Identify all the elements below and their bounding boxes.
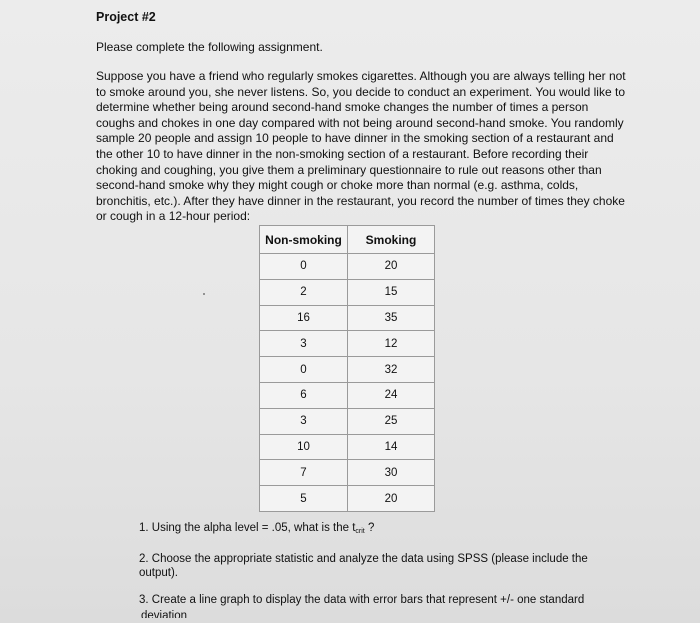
cell-smoking: 20 xyxy=(348,486,435,512)
cell-non-smoking: 3 xyxy=(260,408,348,434)
cell-smoking: 24 xyxy=(348,382,435,408)
intro-text: Please complete the following assignment. xyxy=(96,40,323,54)
question-2: 2. Choose the appropriate statistic and analyze the data using SPSS (please include the output). xyxy=(139,553,588,579)
cell-non-smoking: 10 xyxy=(260,434,348,460)
cell-smoking: 12 xyxy=(348,331,435,357)
cell-non-smoking: 5 xyxy=(260,486,348,512)
cell-smoking: 32 xyxy=(348,357,435,383)
question-1-suffix: ? xyxy=(364,522,375,534)
cell-non-smoking: 7 xyxy=(260,460,348,486)
question-1 xyxy=(139,521,609,539)
table-row xyxy=(260,486,435,512)
table-row xyxy=(260,434,435,460)
table-row xyxy=(260,357,435,383)
scenario-paragraph: Suppose you have a friend who regularly smokes cigarettes. Although you are always telling her not to smoke around you, she never listens. So, you decide to conduct an experiment. You would like to determine whether being around second-hand smoke changes the number of times a person coughs and chokes in one day compared with not being around second-hand smoke. You randomly sample 20 people and assign 10 people to have dinner in the smoking section of a restaurant and the other 10 to have dinner in the non-smoking section of a restaurant. Before recording their choking and coughing, you give them a preliminary questionnaire to rule out reasons other than second-hand smoke why they might cough or choke more than normal (e.g. asthma, colds, bronchitis, etc.). After they have dinner in the restaurant, you record the number of times they choke or cough in a 12-hour period: xyxy=(96,69,626,224)
cell-non-smoking: 0 xyxy=(260,357,348,383)
table-row xyxy=(260,331,435,357)
header-non-smoking: Non-smoking xyxy=(260,226,348,254)
cell-smoking: 35 xyxy=(348,305,435,331)
question-3-continuation: deviation xyxy=(141,610,188,618)
table-row xyxy=(260,305,435,331)
cell-non-smoking: 6 xyxy=(260,382,348,408)
question-1-subscript: crit xyxy=(355,528,365,535)
table-row xyxy=(260,382,435,408)
data-table xyxy=(259,225,435,512)
cell-smoking: 25 xyxy=(348,408,435,434)
cell-non-smoking: 2 xyxy=(260,279,348,305)
question-1-text: 1. Using the alpha level = .05, what is the t xyxy=(139,522,356,534)
cell-smoking: 30 xyxy=(348,460,435,486)
table-row xyxy=(260,254,435,280)
table-row xyxy=(260,408,435,434)
cell-smoking: 15 xyxy=(348,279,435,305)
cell-smoking: 20 xyxy=(348,254,435,280)
stray-mark xyxy=(203,293,205,295)
table-row xyxy=(260,460,435,486)
cell-non-smoking: 0 xyxy=(260,254,348,280)
table-row xyxy=(260,279,435,305)
cell-non-smoking: 16 xyxy=(260,305,348,331)
cell-non-smoking: 3 xyxy=(260,331,348,357)
question-3: 3. Create a line graph to display the data with error bars that represent +/- one standard xyxy=(139,594,585,606)
header-smoking: Smoking xyxy=(348,226,435,254)
cell-smoking: 14 xyxy=(348,434,435,460)
project-title: Project #2 xyxy=(96,10,156,24)
